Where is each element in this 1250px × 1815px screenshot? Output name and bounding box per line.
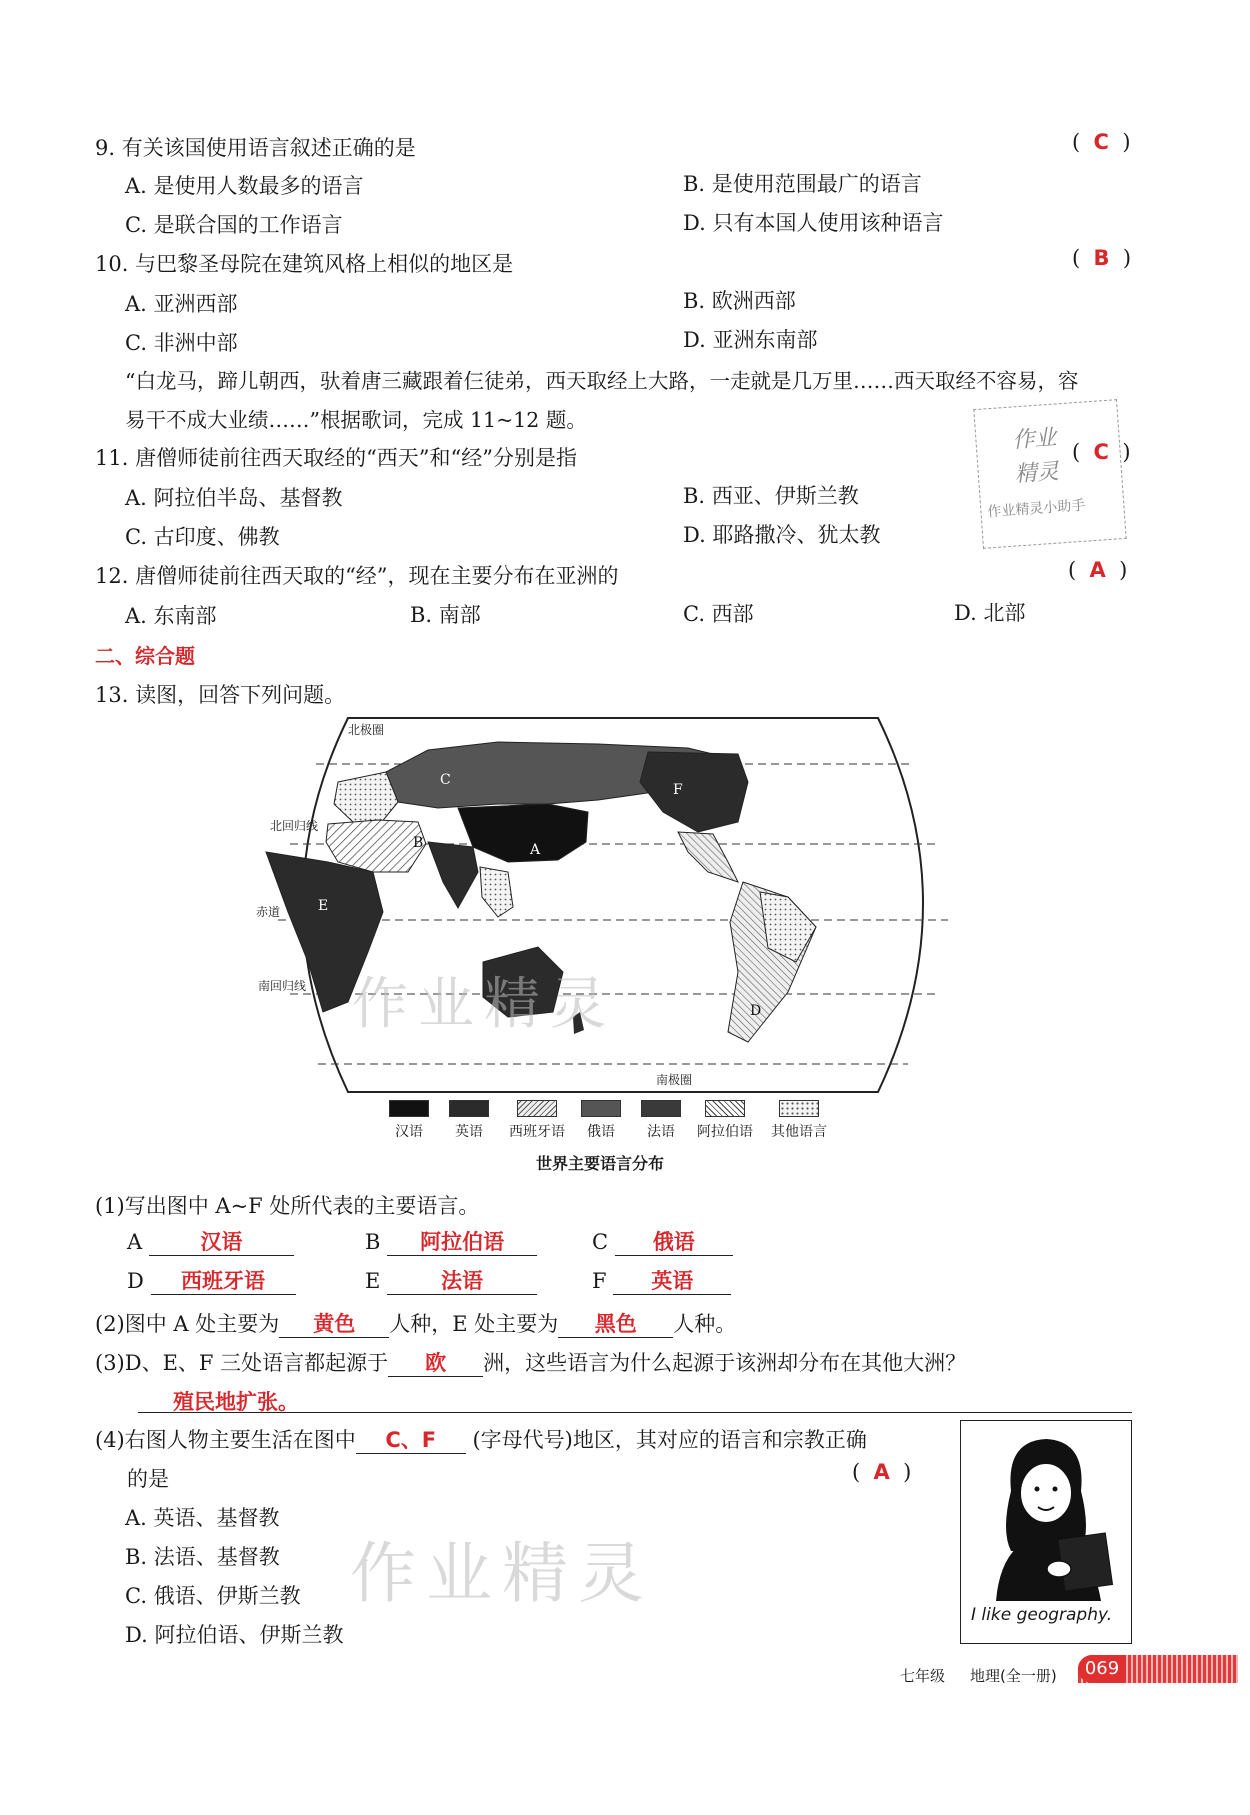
q13-stem: 13. 读图，回答下列问题。: [95, 683, 346, 707]
q10-stem: 10. 与巴黎圣母院在建筑风格上相似的地区是: [95, 252, 514, 276]
answer-region: C、F: [356, 1428, 466, 1454]
page-number: 069: [1078, 1655, 1126, 1683]
watermark-map: 作业精灵: [352, 972, 616, 1037]
q10-option-d: D. 亚洲东南部: [683, 328, 818, 352]
watermark-lower: 作业精灵: [350, 1535, 654, 1612]
sub4-option-a: A. 英语、基督教: [125, 1506, 280, 1530]
q11-answer: ( C ): [1072, 440, 1131, 464]
q10-option-c: C. 非洲中部: [125, 331, 238, 355]
antarctic-circle-label: 南极圈: [656, 1073, 693, 1087]
legend-french: 法语: [636, 1100, 686, 1141]
girl-illustration: [960, 1420, 1132, 1644]
q10-option-b: B. 欧洲西部: [683, 289, 796, 313]
q10-option-a: A. 亚洲西部: [125, 292, 238, 316]
answer-origin: 欧: [388, 1351, 483, 1377]
legend-arabic: 阿拉伯语: [690, 1100, 760, 1141]
answer-b: 阿拉伯语: [387, 1230, 537, 1256]
footer-subject: 地理(全一册): [970, 1667, 1057, 1685]
sub1-stem: (1)写出图中 A~F 处所代表的主要语言。: [95, 1194, 480, 1218]
sub4-option-d: D. 阿拉伯语、伊斯兰教: [125, 1623, 344, 1647]
sub4-row-2: 的是: [127, 1467, 169, 1491]
q9-option-b: B. 是使用范围最广的语言: [683, 172, 922, 196]
sub1-d-row: D 西班牙语: [127, 1269, 296, 1295]
zuoye-stamp: 作业 精灵 作业精灵小助手: [973, 399, 1126, 549]
footer-grade: 七年级: [900, 1667, 946, 1685]
sub4-answer: ( A ): [852, 1460, 912, 1484]
answer-c: 俄语: [615, 1230, 733, 1256]
map-title: 世界主要语言分布: [536, 1154, 665, 1173]
answer-a: 汉语: [149, 1230, 294, 1256]
tropic-s-label: 南回归线: [258, 979, 307, 993]
answer-race-a: 黄色: [279, 1312, 389, 1338]
legend-other: 其他语言: [764, 1100, 834, 1141]
q11-option-c: C. 古印度、佛教: [125, 525, 280, 549]
q12-stem: 12. 唐僧师徒前往西天取的“经”，现在主要分布在亚洲的: [95, 564, 619, 588]
sub1-a-row: A 汉语: [127, 1230, 294, 1256]
map-letter-e: E: [318, 898, 329, 914]
q12-option-c: C. 西部: [683, 602, 754, 626]
passage-line-2: 易干不成大业绩……”根据歌词，完成 11~12 题。: [125, 408, 587, 432]
world-language-map: [256, 712, 958, 1102]
q11-option-d: D. 耶路撒冷、犹太教: [683, 523, 881, 547]
arctic-circle-label: 北极圈: [348, 723, 385, 737]
map-letter-d: D: [750, 1003, 762, 1019]
girl-caption: I like geography.: [971, 1605, 1113, 1625]
q12-option-b: B. 南部: [410, 603, 481, 627]
q11-option-a: A. 阿拉伯半岛、基督教: [125, 486, 343, 510]
sub2-row: (2)图中 A 处主要为 黄色 人种，E 处主要为 黑色 人种。: [95, 1308, 736, 1338]
map-letter-c: C: [440, 772, 451, 788]
tropic-n-label: 北回归线: [270, 819, 319, 833]
sub1-f-row: F 英语: [592, 1269, 731, 1295]
q11-option-b: B. 西亚、伊斯兰教: [683, 484, 859, 508]
passage-line-1: “白龙马，蹄儿朝西，驮着唐三藏跟着仨徒弟，西天取经上大路，一走就是几万里……西天取经不容易，容: [125, 369, 1079, 393]
equator-label: 赤道: [256, 905, 281, 919]
legend-chinese: 汉语: [384, 1100, 434, 1141]
sub3-answer-line: 殖民地扩张。: [138, 1386, 1132, 1413]
answer-e: 法语: [387, 1269, 537, 1295]
sub1-c-row: C 俄语: [592, 1230, 733, 1256]
map-letter-f: F: [673, 782, 683, 798]
q12-option-a: A. 东南部: [125, 604, 217, 628]
q11-stem: 11. 唐僧师徒前往西天取经的“西天”和“经”分别是指: [95, 446, 578, 470]
q9-option-d: D. 只有本国人使用该种语言: [683, 211, 944, 235]
legend-russian: 俄语: [576, 1100, 626, 1141]
q9-option-a: A. 是使用人数最多的语言: [125, 174, 364, 198]
section-heading: 二、综合题: [95, 644, 195, 668]
sub4-option-b: B. 法语、基督教: [125, 1545, 280, 1569]
answer-race-e: 黑色: [558, 1312, 673, 1338]
q9-stem: 9. 有关该国使用语言叙述正确的是: [95, 136, 416, 160]
sub3-row: (3)D、E、F 三处语言都起源于 欧 洲，这些语言为什么起源于该洲却分布在其他大洲？: [95, 1347, 966, 1377]
footer-page-bar: [1078, 1655, 1238, 1683]
q9-answer: ( C ): [1072, 130, 1131, 154]
answer-d: 西班牙语: [151, 1269, 296, 1295]
q10-answer: ( B ): [1072, 246, 1132, 270]
sub4-option-c: C. 俄语、伊斯兰教: [125, 1584, 301, 1608]
legend-spanish: 西班牙语: [500, 1100, 574, 1141]
q12-answer: ( A ): [1068, 558, 1128, 582]
q12-option-d: D. 北部: [954, 601, 1026, 625]
girl-drawing: [961, 1421, 1131, 1601]
legend-english: 英语: [444, 1100, 494, 1141]
map-letter-b: B: [413, 835, 424, 851]
sub1-b-row: B 阿拉伯语: [365, 1230, 537, 1256]
map-letter-a: A: [530, 842, 541, 858]
sub4-row: (4)右图人物主要生活在图中 C、F (字母代号)地区，其对应的语言和宗教正确: [95, 1424, 867, 1454]
sub1-e-row: E 法语: [365, 1269, 537, 1295]
answer-f: 英语: [613, 1269, 731, 1295]
q9-option-c: C. 是联合国的工作语言: [125, 213, 343, 237]
